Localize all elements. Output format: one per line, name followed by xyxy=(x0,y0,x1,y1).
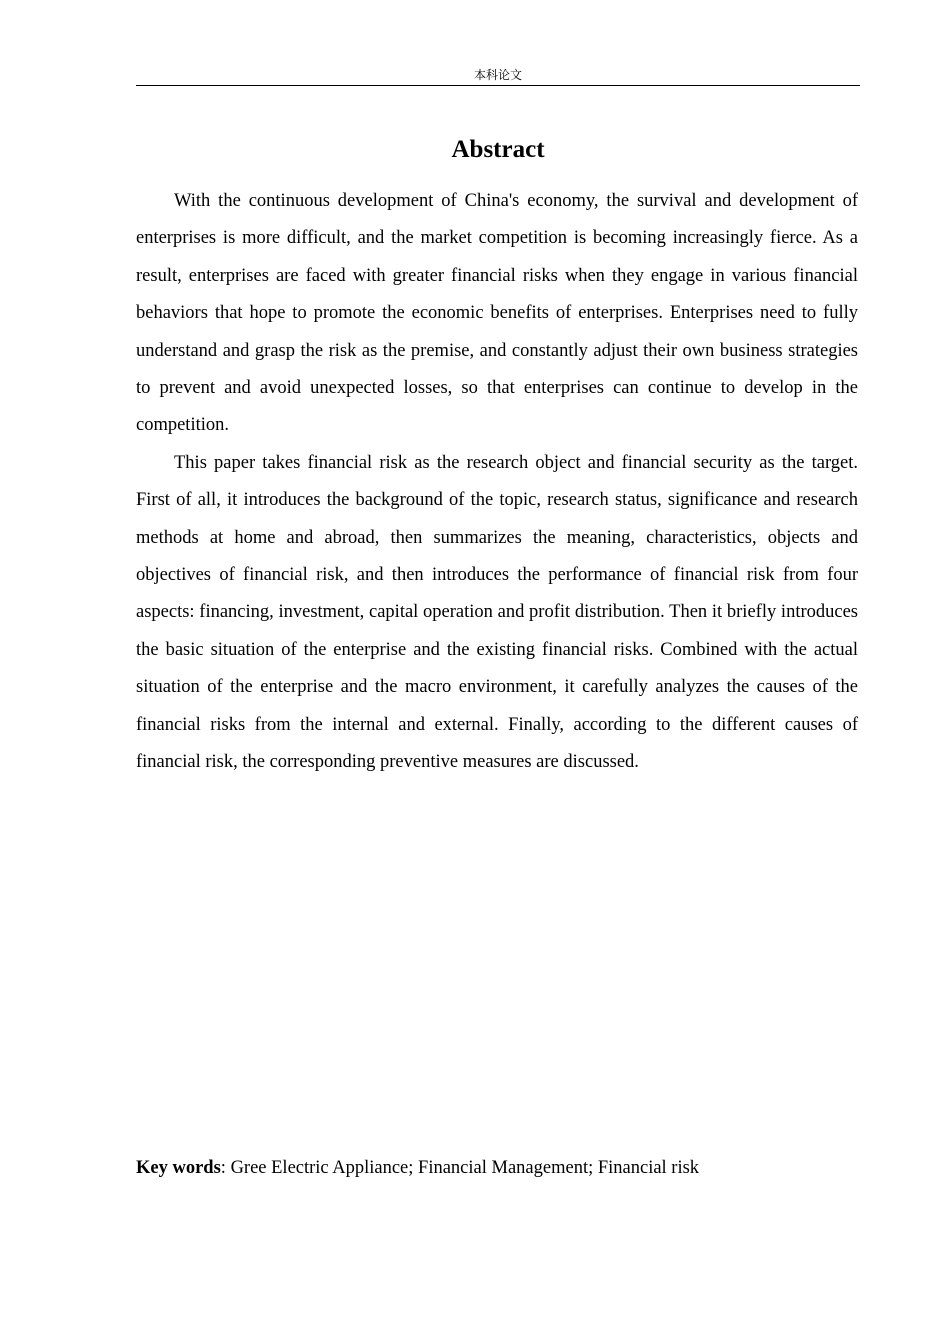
keywords-separator: : xyxy=(220,1158,226,1178)
abstract-body xyxy=(136,183,858,782)
abstract-title: Abstract xyxy=(451,136,545,163)
keywords-value: Gree Electric Appliance; Financial Management; Financial risk xyxy=(225,1158,700,1178)
abstract-paragraph-1: With the continuous development of China's economy, the survival and development of enterprises is more difficult, and the market competition is becoming increasingly fierce. As a result, enterprises are faced with greater financial risks when they engage in various financial behaviors that hope to promote the economic benefits of enterprises. Enterprises need to fully understand and grasp the risk as the premise, and constantly adjust their own business strategies to prevent and avoid unexpected losses, so that enterprises can continue to develop in the competition. xyxy=(136,191,858,436)
header-rule xyxy=(136,85,860,86)
keywords-label: Key words xyxy=(136,1158,221,1178)
abstract-paragraph-2: This paper takes financial risk as the research object and financial security as the target. First of all, it introduces the background of the topic, research status, significance and research methods at home and abroad, then summarizes the meaning, characteristics, objects and objectives of financial risk, and then introduces the performance of financial risk from four aspects: financing, investment, capital operation and profit distribution. Then it briefly introduces the basic situation of the enterprise and the existing financial risks. Combined with the actual situation of the enterprise and the macro environment, it carefully analyzes the causes of the financial risks from the internal and external. Finally, according to the different causes of financial risk, the corresponding preventive measures are discussed. xyxy=(136,452,858,773)
keywords-line xyxy=(136,1154,860,1182)
running-header: 本科论文 xyxy=(473,68,522,82)
